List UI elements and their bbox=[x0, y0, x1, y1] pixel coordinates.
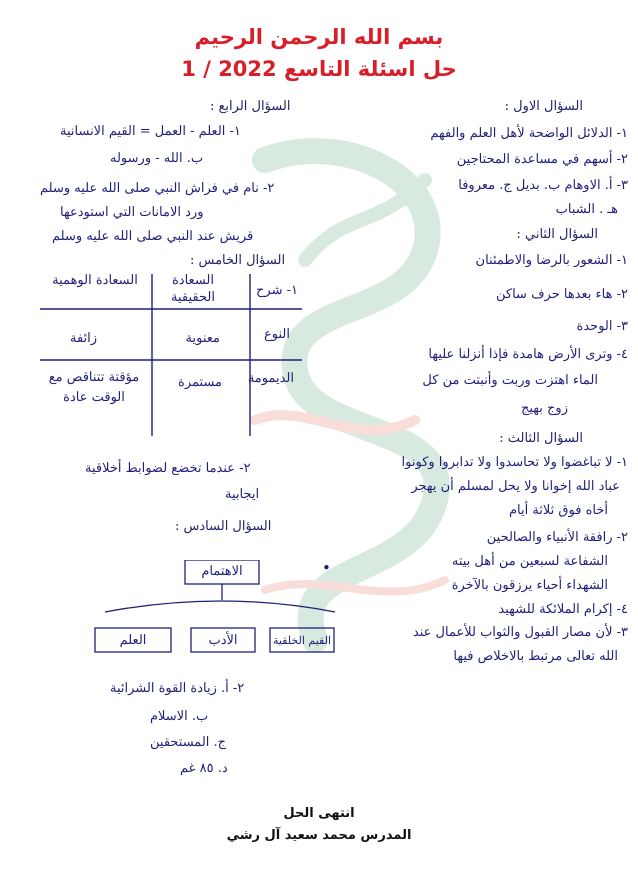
q2-title: السؤال الثاني : bbox=[516, 227, 598, 242]
q6-item-1: ٢- أ. زيادة القوة الشرائية bbox=[110, 681, 245, 696]
q6-title: السؤال السادس : bbox=[175, 519, 272, 534]
q4-item-3: ٢- نام في فراش النبي صلى الله عليه وسلم bbox=[40, 181, 275, 196]
q2-item-3: ٣- الوحدة bbox=[576, 319, 628, 334]
table-row-1-real: معنوية bbox=[185, 331, 220, 346]
q3-item-9: الله تعالى مرتبط بالاخلاص فيها bbox=[453, 649, 618, 664]
q2-item-1: ١- الشعور بالرضا والاطمئنان bbox=[475, 253, 628, 268]
q2-item-5: الماء اهتزت وربت وأنبتت من كل bbox=[422, 373, 598, 388]
q2-item-4: ٤- وترى الأرض هامدة فإذا أنزلنا عليها bbox=[428, 347, 628, 362]
q3-item-6: الشهداء أحياء يرزقون بالآخرة bbox=[451, 578, 608, 593]
q3-item-3: أخاه فوق ثلاثة أيام bbox=[508, 503, 608, 518]
table-corner: ١- شرح bbox=[256, 283, 298, 298]
q3-item-7: ٤- إكرام الملائكة للشهيد bbox=[498, 602, 628, 617]
table-col-real: السعادة الحقيقية bbox=[171, 273, 215, 305]
q6-item-4: د. ٨٥ غم bbox=[180, 761, 228, 776]
q2-item-6: زوج بهيج bbox=[520, 401, 568, 416]
footer bbox=[0, 803, 638, 847]
diagram-child-3: العلم bbox=[119, 633, 147, 648]
basmala: بسم الله الرحمن الرحيم bbox=[194, 25, 444, 49]
footer-teacher: المدرس محمد سعيد آل رشي bbox=[226, 828, 412, 843]
table-row-2-real: مستمرة bbox=[178, 375, 222, 390]
happiness-table bbox=[40, 264, 302, 439]
q1-item-2: ٢- أسهم في مساعدة المحتاجين bbox=[456, 152, 628, 167]
bullet-mark: • bbox=[322, 559, 331, 577]
q5-title: السؤال الخامس : bbox=[190, 253, 286, 268]
table-row-1-label: النوع bbox=[264, 327, 290, 342]
q3-item-8: ٣- لأن مصار القبول والثواب للأعمال عند bbox=[412, 625, 628, 640]
q3-title: السؤال الثالث : bbox=[499, 431, 583, 446]
diagram-child-2: الأدب bbox=[208, 633, 238, 648]
page-title: حل اسئلة التاسع 2022 / 1 bbox=[181, 57, 457, 81]
q5-item2-line2: ايجابية bbox=[225, 487, 260, 502]
q4-item-1: ١- العلم - العمل = القيم الانسانية bbox=[60, 124, 241, 139]
table-row-1-fake: زائفة bbox=[70, 331, 98, 346]
q1-item-3: ٣- أ. الاوهام ب. بديل ج. معروفا bbox=[458, 178, 628, 193]
q5-item2-line1: ٢- عندما تخضع لضوابط أخلاقية bbox=[85, 461, 251, 476]
footer-end: انتهى الحل bbox=[283, 806, 355, 821]
concept-diagram bbox=[85, 560, 350, 670]
q4-item-2: ب. الله - ورسوله bbox=[110, 151, 204, 166]
q3-item-1: ١- لا تباغضوا ولا تحاسدوا ولا تدابروا وكونوا bbox=[401, 455, 628, 470]
q6-item-2: ب. الاسلام bbox=[150, 709, 209, 724]
q1-title: السؤال الاول : bbox=[504, 99, 583, 114]
q4-title: السؤال الرابع : bbox=[210, 99, 291, 114]
q2-item-2: ٢- هاء بعدها حرف ساكن bbox=[496, 287, 628, 302]
q3-item-5: الشفاعة لسبعين من أهل بيته bbox=[451, 554, 608, 569]
table-row-2-label: الديمومة bbox=[247, 371, 294, 386]
table-row-2-fake: مؤقتة تتناقص مع الوقت عادة bbox=[48, 370, 140, 405]
q3-item-2: عباد الله إخوانا ولا يحل لمسلم أن يهجر bbox=[411, 479, 620, 494]
q3-item-4: ٢- رافقة الأنبياء والصالحين bbox=[486, 530, 628, 545]
q4-item-5: قريش عند النبي صلى الله عليه وسلم bbox=[52, 229, 254, 244]
q1-item-4: هـ . الشباب bbox=[555, 202, 618, 217]
diagram-child-1: القيم الخلقية bbox=[272, 634, 332, 647]
q1-item-1: ١- الدلائل الواضحة لأهل العلم والفهم bbox=[430, 126, 628, 141]
header bbox=[0, 22, 638, 84]
table-col-fake: السعادة الوهمية bbox=[52, 273, 138, 288]
q6-item-3: ج. المستحقين bbox=[150, 735, 227, 750]
diagram-root: الاهتمام bbox=[201, 564, 243, 579]
q4-item-4: ورد الامانات التي استودعها bbox=[60, 205, 204, 220]
